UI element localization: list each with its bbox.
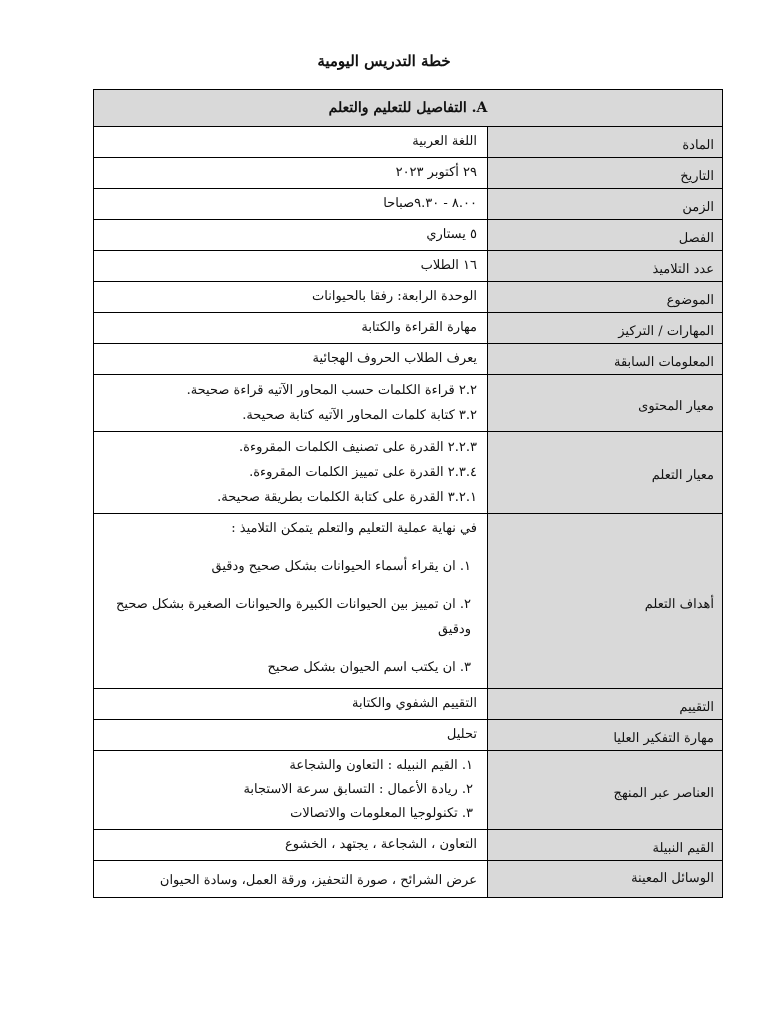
aids-label: الوسائل المعينة	[488, 861, 723, 898]
learning-standard-label: معيار التعلم	[488, 432, 723, 514]
row-value-topic: الوحدة الرابعة: رفقا بالحيوانات	[94, 282, 488, 313]
row-value-subject: اللغة العربية	[94, 127, 488, 158]
row-label-prior-knowledge: المعلومات السابقة	[488, 344, 723, 375]
hots-label: مهارة التفكير العليا	[488, 720, 723, 751]
table-row	[94, 220, 723, 251]
row-label-skills: المهارات / التركيز	[488, 313, 723, 344]
row-label-date: التاريخ	[488, 158, 723, 189]
row-value-date: ٢٩ أكتوبر ٢٠٢٣	[94, 158, 488, 189]
table-row	[94, 861, 723, 898]
row-value-skills: مهارة القراءة والكتابة	[94, 313, 488, 344]
table-row	[94, 313, 723, 344]
table-row	[94, 251, 723, 282]
learning-standard-value	[94, 432, 488, 514]
list-item: ٢. ريادة الأعمال : التسابق سرعة الاستجابة	[243, 782, 473, 797]
table-row	[94, 344, 723, 375]
lesson-plan-table	[93, 89, 723, 898]
table-row	[94, 375, 723, 432]
table-row	[94, 830, 723, 861]
row-value-prior-knowledge: يعرف الطلاب الحروف الهجائية	[94, 344, 488, 375]
list-item: ٣. ان يكتب اسم الحيوان بشكل صحيح	[267, 660, 471, 675]
table-row	[94, 189, 723, 220]
list-item: ٢. ان تمييز بين الحيوانات الكبيرة والحيوانات الصغيرة بشكل صحيح ودقيق	[116, 597, 471, 637]
list-item: ٢.٢ قراءة الكلمات حسب المحاور الآتيه قراءة صحيحة.	[186, 383, 477, 398]
table-row	[94, 689, 723, 720]
learning-objectives-value	[94, 514, 488, 689]
page-title: خطة التدريس اليومية	[317, 52, 451, 70]
list-item: ٣.٢.١ القدرة على كتابة الكلمات بطريقة صحيحة.	[217, 490, 477, 505]
cross-elements-label: العناصر عبر المنهج	[488, 751, 723, 830]
table-row	[94, 127, 723, 158]
list-item: ٢.٣.٤ القدرة على تمييز الكلمات المقروءة.	[249, 465, 477, 480]
cross-elements-value	[94, 751, 488, 830]
row-value-time: ٨.٠٠ - ٩.٣٠صباحا	[94, 189, 488, 220]
assessment-label: التقييم	[488, 689, 723, 720]
row-value-class: ٥ يستاري	[94, 220, 488, 251]
values-value: التعاون ، الشجاعة ، يجتهد ، الخشوع	[94, 830, 488, 861]
list-item: ١. ان يقراء أسماء الحيوانات بشكل صحيح ودقيق	[211, 559, 471, 574]
values-label: القيم النبيلة	[488, 830, 723, 861]
table-row	[94, 282, 723, 313]
list-item: ١. القيم النبيله : التعاون والشجاعة	[289, 758, 473, 773]
table-row	[94, 432, 723, 514]
aids-value: عرض الشرائح ، صورة التحفيز، ورقة العمل، وسادة الحيوان	[94, 861, 488, 898]
row-label-subject: المادة	[488, 127, 723, 158]
content-standard-value	[94, 375, 488, 432]
row-label-class: الفصل	[488, 220, 723, 251]
section-header: A. التفاصيل للتعليم والتعلم	[94, 90, 723, 127]
table-row	[94, 514, 723, 689]
objectives-intro: في نهاية عملية التعليم والتعلم يتمكن التلاميذ :	[231, 521, 477, 536]
list-item: ٣.٢ كتابة كلمات المحاور الآتيه كتابة صحيحة.	[242, 408, 477, 423]
learning-objectives-label: أهداف التعلم	[488, 514, 723, 689]
row-label-topic: الموضوع	[488, 282, 723, 313]
assessment-value: التقييم الشفوي والكتابة	[94, 689, 488, 720]
list-item: ٢.٢.٣ القدرة على تصنيف الكلمات المقروءة.	[239, 440, 477, 455]
table-row	[94, 751, 723, 830]
list-item: ٣. تكنولوجيا المعلومات والاتصالات	[290, 806, 473, 821]
hots-value: تحليل	[94, 720, 488, 751]
content-standard-label: معيار المحتوى	[488, 375, 723, 432]
row-label-students: عدد التلاميذ	[488, 251, 723, 282]
table-row	[94, 720, 723, 751]
row-label-time: الزمن	[488, 189, 723, 220]
row-value-students: ١٦ الطلاب	[94, 251, 488, 282]
table-row	[94, 158, 723, 189]
